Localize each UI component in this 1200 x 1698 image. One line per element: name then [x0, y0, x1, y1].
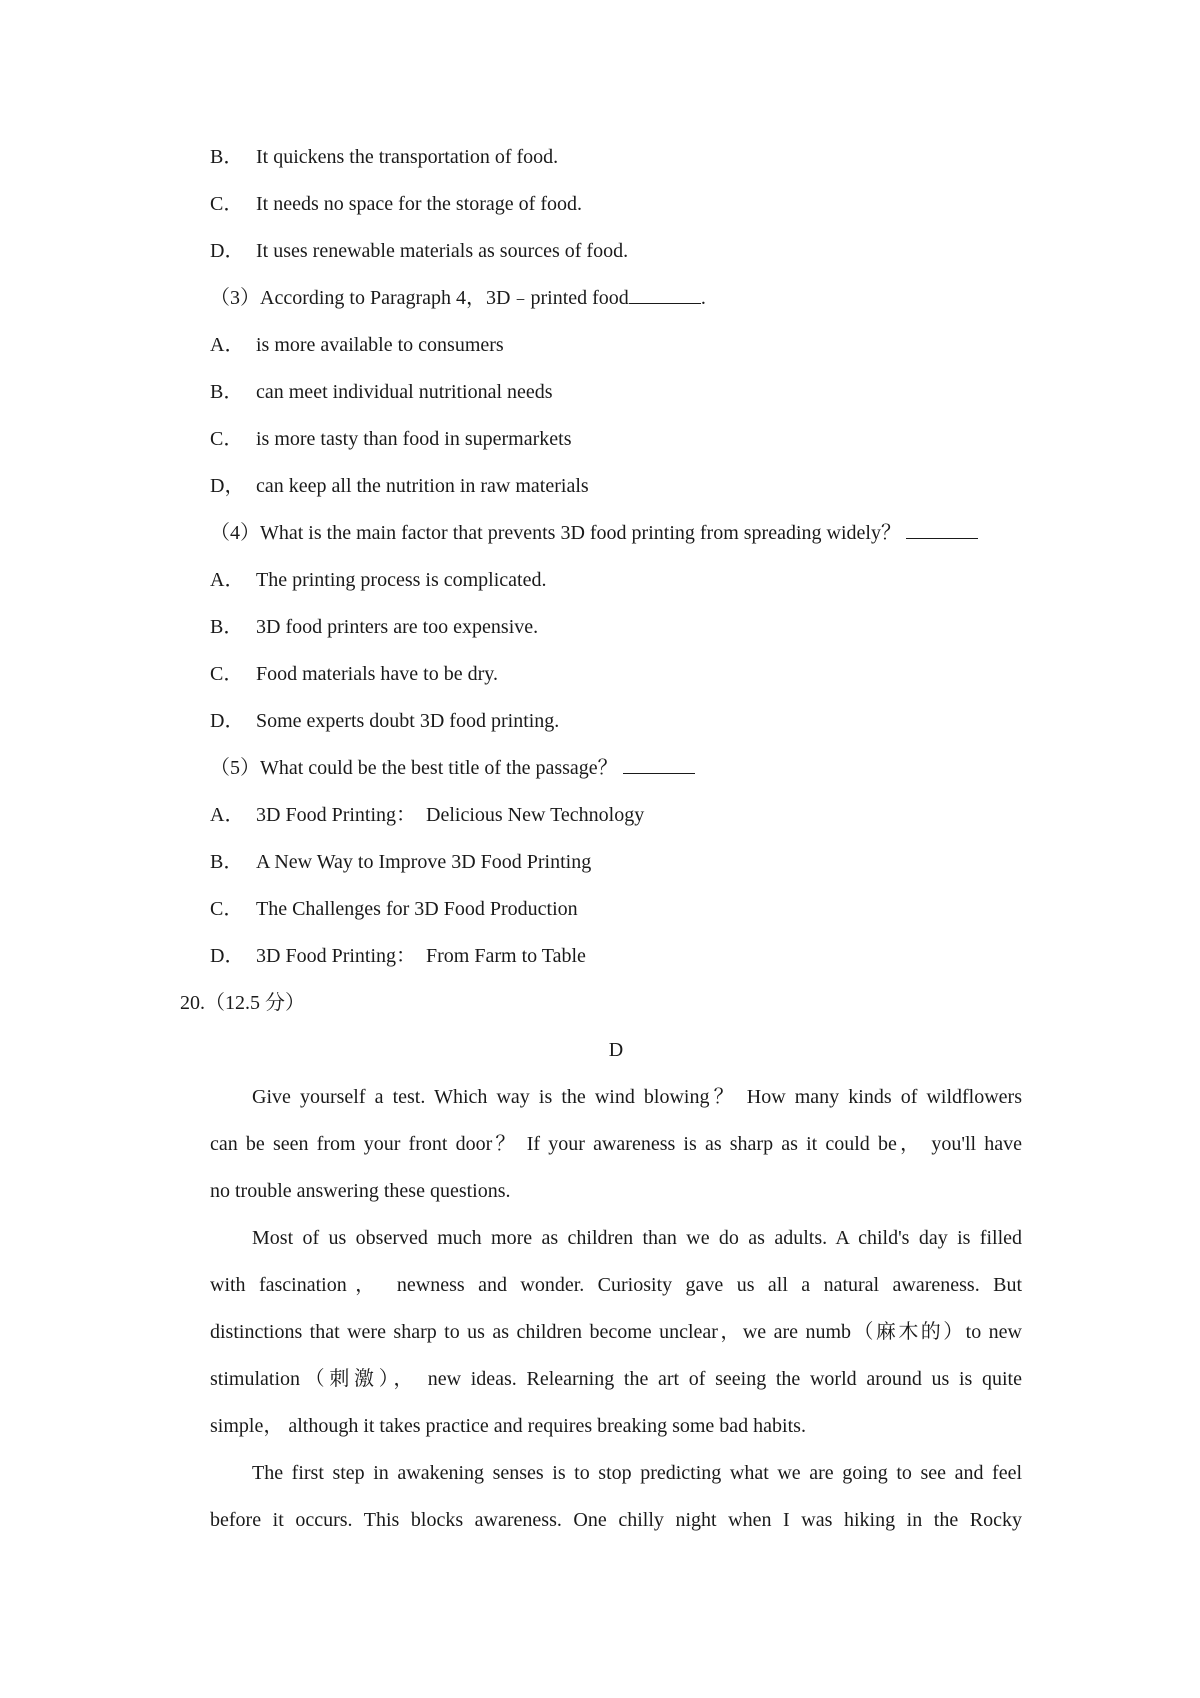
- option-letter: D．: [210, 710, 245, 732]
- option-letter: B．: [210, 146, 244, 168]
- option-q5-a[interactable]: [210, 802, 644, 828]
- option-text: 3D Food Printing： From Farm to Table: [256, 945, 586, 967]
- option-letter: B．: [210, 851, 244, 873]
- option-text: It needs no space for the storage of food.: [256, 193, 582, 215]
- passage-paragraph-1-line-3: no trouble answering these questions.: [210, 1180, 511, 1202]
- passage-paragraph-1-line-2: can be seen from your front door？ If your awareness is as sharp as it could be， you'll have: [210, 1133, 1022, 1155]
- option-q3-d[interactable]: [210, 473, 589, 499]
- option-letter: A．: [210, 804, 245, 826]
- option-text: can keep all the nutrition in raw materials: [256, 475, 589, 497]
- passage-paragraph-2-line-3: distinctions that were sharp to us as children become unclear，we are numb（麻木的）to new: [210, 1321, 1022, 1343]
- passage-paragraph-3-line-1: The first step in awakening senses is to stop predicting what we are going to see and feel: [252, 1462, 1022, 1484]
- option-text: Some experts doubt 3D food printing.: [256, 710, 560, 732]
- option-letter: D．: [210, 240, 245, 262]
- option-letter: B．: [210, 616, 244, 638]
- option-text: is more available to consumers: [256, 334, 504, 356]
- option-text: can meet individual nutritional needs: [256, 381, 553, 403]
- answer-blank[interactable]: [629, 285, 701, 304]
- question-20-number: 20.（12.5 分）: [180, 992, 305, 1014]
- question-text: （5）What could be the best title of the passage？: [210, 757, 618, 779]
- option-letter: A．: [210, 334, 245, 356]
- answer-blank[interactable]: [623, 755, 695, 774]
- question-text: （3）According to Paragraph 4，3D﹣printed food: [210, 287, 629, 309]
- option-q5-b[interactable]: [210, 849, 591, 875]
- option-letter: D，: [210, 475, 245, 497]
- option-text: is more tasty than food in supermarkets: [256, 428, 572, 450]
- option-q4-a[interactable]: [210, 567, 546, 593]
- option-q3-c[interactable]: [210, 426, 572, 452]
- passage-paragraph-2-line-2: with fascination， newness and wonder. Curiosity gave us all a natural awareness. But: [210, 1274, 1022, 1296]
- passage-paragraph-3-line-2: before it occurs. This blocks awareness. One chilly night when I was hiking in the Rocky: [210, 1509, 1022, 1531]
- passage-paragraph-1-line-1: Give yourself a test. Which way is the wind blowing？ How many kinds of wildflowers: [252, 1086, 1022, 1108]
- option-letter: C．: [210, 663, 244, 685]
- passage-paragraph-2-line-4: stimulation（刺激）， new ideas. Relearning the art of seeing the world around us is quite: [210, 1368, 1022, 1390]
- question-5-stem: [210, 755, 695, 781]
- passage-paragraph-2-line-5: simple， although it takes practice and requires breaking some bad habits.: [210, 1415, 806, 1437]
- option-text: It uses renewable materials as sources of food.: [256, 240, 629, 262]
- option-text: 3D food printers are too expensive.: [256, 616, 539, 638]
- question-suffix: .: [700, 287, 706, 309]
- option-text: The Challenges for 3D Food Production: [256, 898, 578, 920]
- option-letter: C．: [210, 898, 244, 920]
- option-q4-c[interactable]: [210, 661, 498, 687]
- option-q5-d[interactable]: [210, 943, 586, 969]
- option-q2-d[interactable]: [210, 238, 628, 264]
- passage-paragraph-2-line-1: Most of us observed much more as children than we do as adults. A child's day is filled: [252, 1227, 1022, 1249]
- answer-blank[interactable]: [906, 520, 978, 539]
- option-letter: C．: [210, 193, 244, 215]
- section-letter: D: [608, 1039, 624, 1061]
- option-letter: A．: [210, 569, 245, 591]
- option-q3-b[interactable]: [210, 379, 553, 405]
- option-text: The printing process is complicated.: [256, 569, 547, 591]
- option-text: Food materials have to be dry.: [256, 663, 498, 685]
- question-text: （4）What is the main factor that prevents 3D food printing from spreading widely？: [210, 522, 901, 544]
- option-text: It quickens the transportation of food.: [256, 146, 559, 168]
- option-text: 3D Food Printing： Delicious New Technology: [256, 804, 645, 826]
- option-q4-b[interactable]: [210, 614, 538, 640]
- option-q5-c[interactable]: [210, 896, 578, 922]
- option-letter: D．: [210, 945, 245, 967]
- question-3-stem: [210, 285, 706, 311]
- option-q2-b[interactable]: [210, 144, 558, 170]
- option-q2-c[interactable]: [210, 191, 582, 217]
- question-4-stem: [210, 520, 978, 546]
- option-letter: C．: [210, 428, 244, 450]
- option-letter: B．: [210, 381, 244, 403]
- option-text: A New Way to Improve 3D Food Printing: [256, 851, 592, 873]
- option-q3-a[interactable]: [210, 332, 504, 358]
- option-q4-d[interactable]: [210, 708, 559, 734]
